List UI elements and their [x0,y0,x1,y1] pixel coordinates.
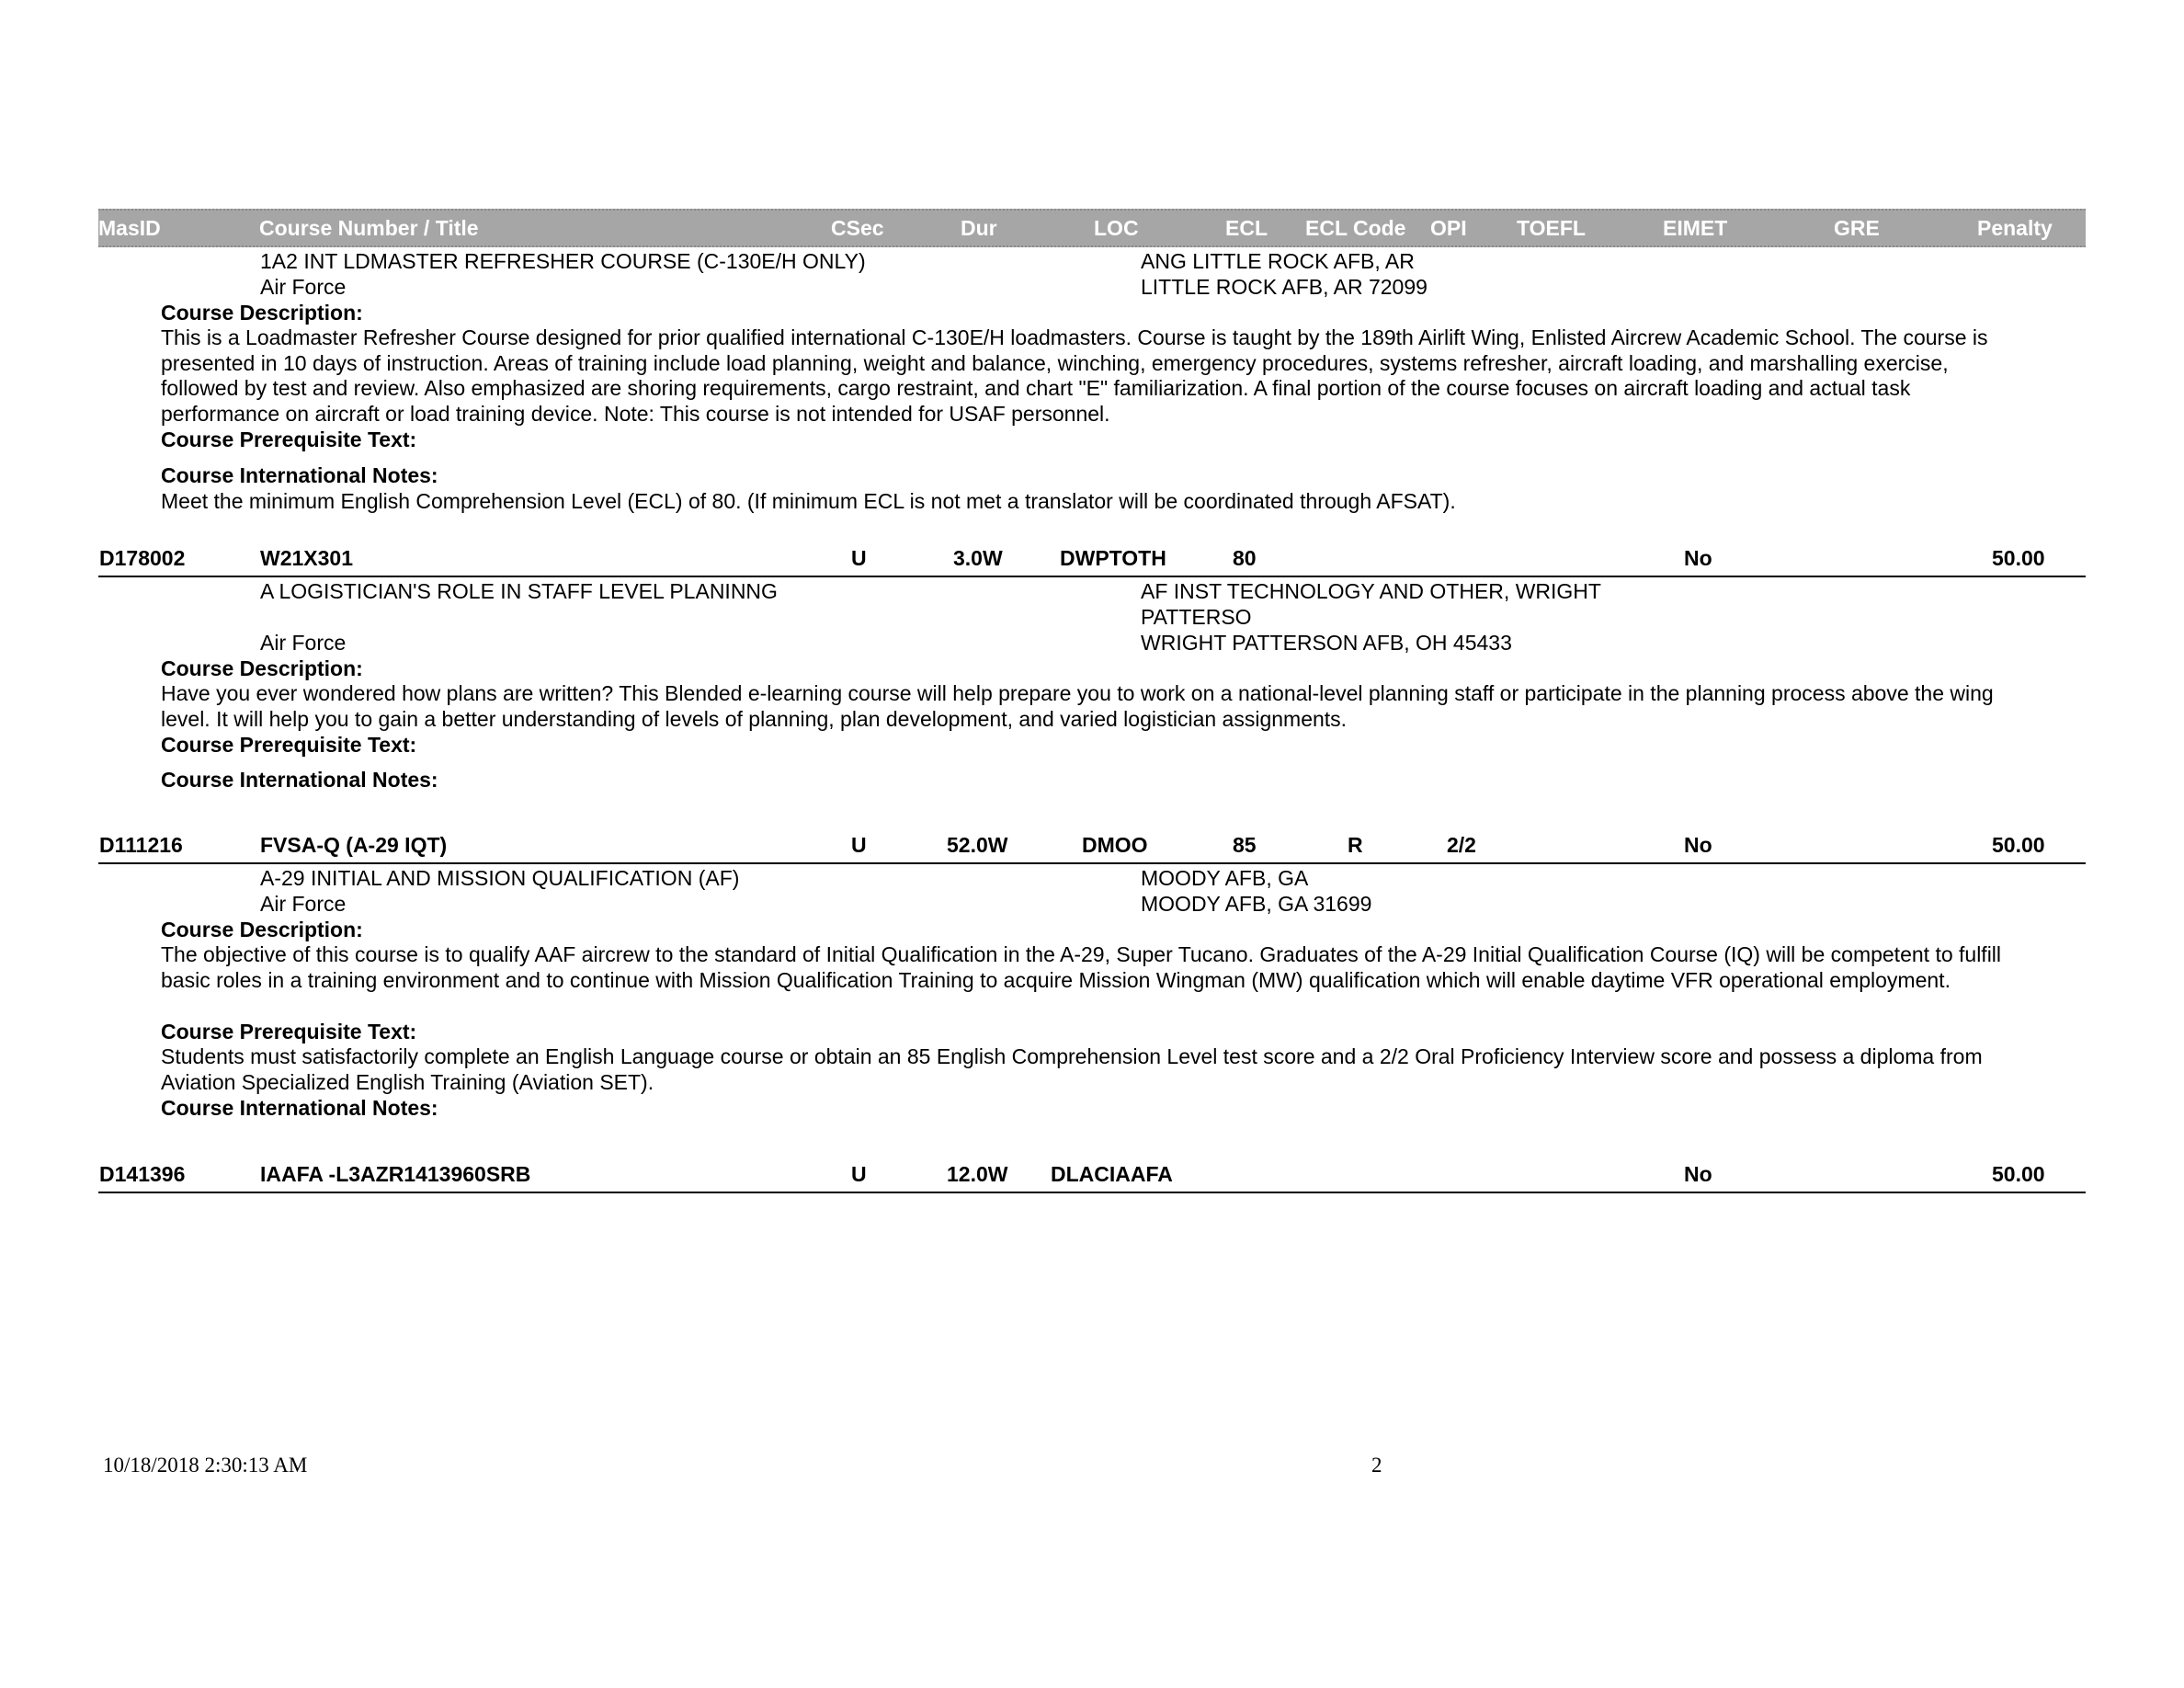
column-header-bar [98,209,2086,247]
course-service: Air Force [260,892,347,916]
col-course: Course Number / Title [259,216,479,240]
page-number: 2 [1371,1454,1382,1477]
prerequisite-label: Course Prerequisite Text: [161,733,417,757]
course-location-address: LITTLE ROCK AFB, AR 72099 [1141,275,1428,299]
col-ecl: ECL [1225,216,1268,240]
course-number: IAAFA -L3AZR1413960SRB [260,1162,531,1186]
col-penalty: Penalty [1977,216,2053,240]
course-location: AF INST TECHNOLOGY AND OTHER, WRIGHT [1141,579,1601,603]
course-service: Air Force [260,631,347,655]
row-divider [98,1192,2086,1193]
penalty-value: 50.00 [1992,1162,2045,1186]
col-dur: Dur [961,216,997,240]
csec-value: U [851,546,867,570]
description-label: Course Description: [161,918,363,941]
masid-value: D178002 [99,546,186,570]
loc-code: DWPTOTH [1060,546,1166,570]
course-location-address: MOODY AFB, GA 31699 [1141,892,1372,916]
loc-code: DMOO [1082,833,1148,857]
intl-notes-text: Meet the minimum English Comprehension Level (ECL) of 80. (If minimum ECL is not met a translator will be coordinated through AFSAT). [161,489,1456,513]
dur-value: 52.0W [947,833,1008,857]
csec-value: U [851,833,867,857]
intl-notes-label: Course International Notes: [161,463,438,487]
course-description: Have you ever wondered how plans are written? This Blended e-learning course will help prepare you to work on a national-level planning staff or participate in the planning process above the wing level. It will help you to gain a better understanding of levels of planning, plan development, and varied logistician assignments. [161,681,1994,731]
course-title: A LOGISTICIAN'S ROLE IN STAFF LEVEL PLANINNG [260,579,778,603]
course-number: W21X301 [260,546,354,570]
dur-value: 12.0W [947,1162,1008,1186]
penalty-value: 50.00 [1992,546,2045,570]
prerequisite-label: Course Prerequisite Text: [161,1020,417,1044]
eimet-value: No [1684,833,1712,857]
csec-value: U [851,1162,867,1186]
col-eimet: EIMET [1663,216,1728,240]
col-csec: CSec [831,216,884,240]
course-title: 1A2 INT LDMASTER REFRESHER COURSE (C-130E/H ONLY) [260,249,866,273]
penalty-value: 50.00 [1992,833,2045,857]
col-gre: GRE [1834,216,1880,240]
course-description: The objective of this course is to qualify AAF aircrew to the standard of Initial Qualification in the A-29, Super Tucano. Graduates of the A-29 Initial Qualification Course (IQ) will be competent to fulfill basic roles in a training environment and to continue with Mission Qualification Training to acquire Mission Wingman (MW) qualification which will enable daytime VFR operational employment. [161,942,2002,992]
col-opi: OPI [1430,216,1467,240]
description-label: Course Description: [161,301,363,325]
row-divider [98,862,2086,864]
footer-timestamp: 10/18/2018 2:30:13 AM [103,1454,308,1477]
loc-code: DLACIAAFA [1051,1162,1173,1186]
col-loc: LOC [1094,216,1139,240]
prerequisite-label: Course Prerequisite Text: [161,428,417,451]
masid-value: D111216 [99,833,183,857]
course-location: MOODY AFB, GA [1141,866,1309,890]
col-masid: MasID [98,216,161,240]
ecl-code-value: R [1348,833,1363,857]
course-location-cont: PATTERSO [1141,605,1252,629]
row-divider [98,576,2086,577]
course-description: This is a Loadmaster Refresher Course designed for prior qualified international C-130E/H loadmasters. Course is taught by the 189th Airlift Wing, Enlisted Aircrew Academic School. The course is presented in 10 days of instruction. Areas of training include load planning, weight and balance, winching, emergency procedures, systems refresher, aircraft loading, and marshalling exercise, followed by test and review. Also emphasized are shoring requirements, cargo restraint, and chart "E" familiarization. A final portion of the course focuses on aircraft loading and actual task performance on aircraft or load training device. Note: This course is not intended for USAF personnel. [161,325,1988,426]
course-service: Air Force [260,275,347,299]
course-location: ANG LITTLE ROCK AFB, AR [1141,249,1415,273]
course-title: A-29 INITIAL AND MISSION QUALIFICATION (AF) [260,866,740,890]
eimet-value: No [1684,546,1712,570]
opi-value: 2/2 [1447,833,1476,857]
description-label: Course Description: [161,656,363,680]
course-location-address: WRIGHT PATTERSON AFB, OH 45433 [1141,631,1512,655]
ecl-value: 85 [1233,833,1257,857]
intl-notes-label: Course International Notes: [161,768,438,792]
intl-notes-label: Course International Notes: [161,1096,438,1120]
dur-value: 3.0W [953,546,1003,570]
col-ecl-code: ECL Code [1305,216,1406,240]
eimet-value: No [1684,1162,1712,1186]
ecl-value: 80 [1233,546,1257,570]
prerequisite-text: Students must satisfactorily complete an English Language course or obtain an 85 English Comprehension Level test score and a 2/2 Oral Proficiency Interview score and possess a diploma from Aviation Specialized English Training (Aviation SET). [161,1044,1983,1094]
col-toefl: TOEFL [1517,216,1586,240]
masid-value: D141396 [99,1162,186,1186]
course-number: FVSA-Q (A-29 IQT) [260,833,448,857]
